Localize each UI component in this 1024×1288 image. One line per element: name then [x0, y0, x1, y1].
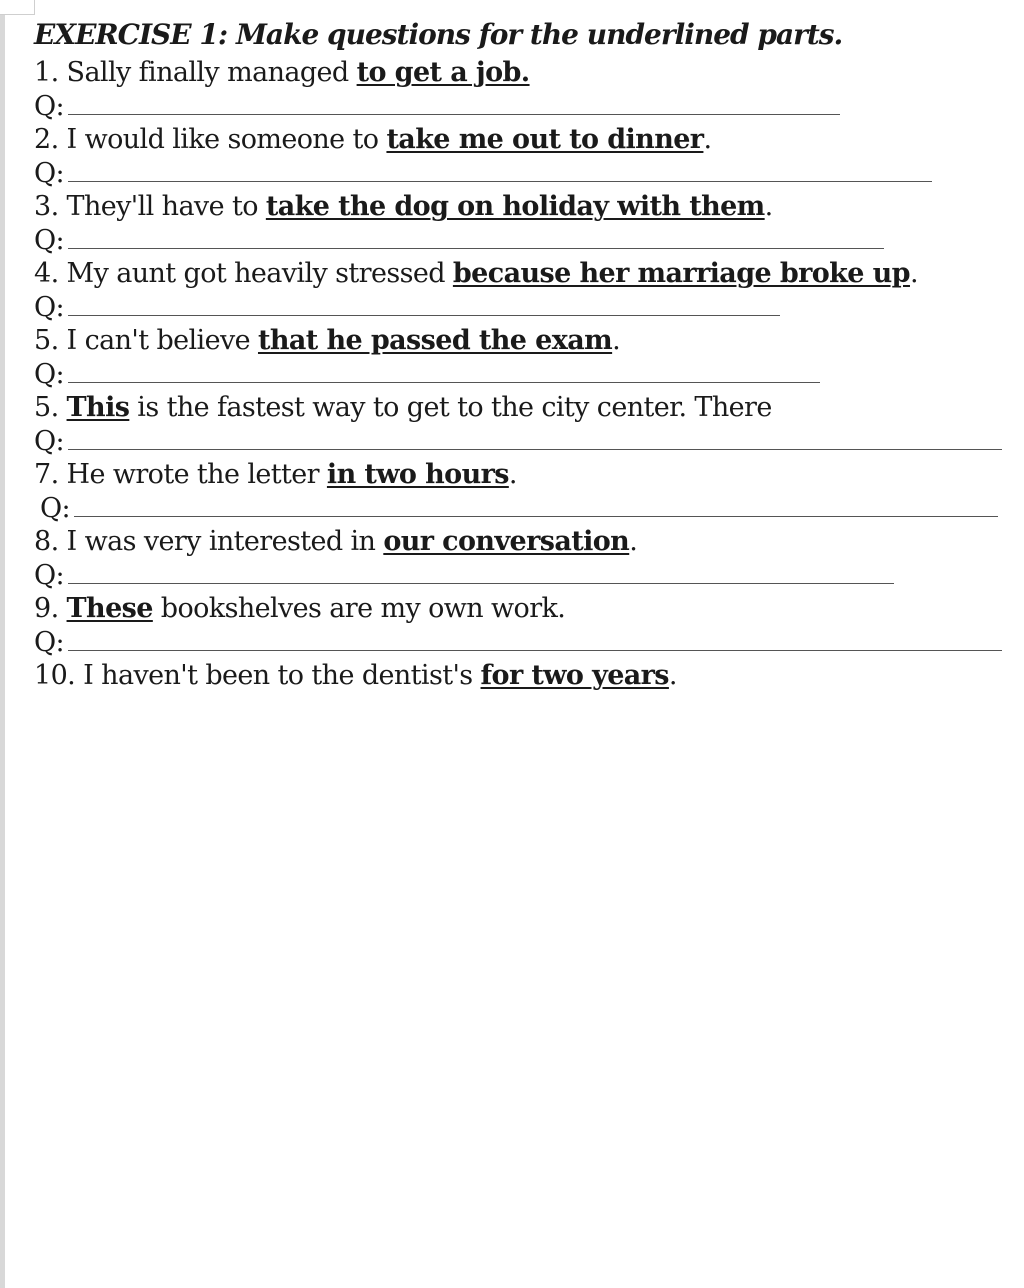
answer-blank-3[interactable]	[68, 226, 884, 249]
sentence-2: 2. I would like someone to take me out to dinner.	[34, 124, 712, 155]
sentence-8: 8. I was very interested in our conversation.	[34, 526, 638, 557]
answer-blank-8[interactable]	[68, 561, 894, 584]
answer-line-6	[34, 425, 1014, 459]
worksheet	[34, 14, 1014, 693]
sentence-5: 5. I can't believe that he passed the exam.	[34, 325, 621, 356]
q-label: Q:	[34, 626, 65, 658]
answer-line-2	[34, 157, 1014, 191]
answer-blank-1[interactable]	[68, 92, 840, 115]
q-label: Q:	[34, 224, 65, 256]
answer-line-1	[34, 90, 1014, 124]
underlined-part: our conversation	[383, 526, 630, 557]
sentence-3: 3. They'll have to take the dog on holiday with them.	[34, 191, 773, 222]
exercise-title: EXERCISE 1: Make questions for the underlined parts.	[34, 18, 843, 51]
answer-line-5	[34, 358, 1014, 392]
underlined-part: take the dog on holiday with them	[265, 191, 765, 222]
sentence-1: 1. Sally finally managed to get a job.	[34, 57, 530, 88]
answer-blank-5[interactable]	[68, 360, 820, 383]
page-left-edge	[0, 0, 5, 1288]
answer-line-8	[34, 559, 1014, 593]
q-label: Q:	[40, 492, 71, 524]
answer-blank-7[interactable]	[74, 494, 998, 517]
q-label: Q:	[34, 425, 65, 457]
q-label: Q:	[34, 291, 65, 323]
page-corner-marker	[0, 0, 35, 15]
answer-line-7	[34, 492, 1014, 526]
sentence-10: 10. I haven't been to the dentist's for two years.	[34, 660, 677, 691]
underlined-part: These	[66, 593, 153, 624]
answer-blank-6[interactable]	[68, 427, 1002, 450]
underlined-part: to get a job.	[356, 57, 530, 88]
underlined-part: take me out to dinner	[386, 124, 704, 155]
answer-blank-9[interactable]	[68, 628, 1002, 651]
underlined-part: because her marriage broke up	[452, 258, 910, 289]
q-label: Q:	[34, 358, 65, 390]
underlined-part: for two years	[480, 660, 669, 691]
q-label: Q:	[34, 157, 65, 189]
answer-line-4	[34, 291, 1014, 325]
underlined-part: that he passed the exam	[257, 325, 613, 356]
sentence-6: 5. This is the fastest way to get to the city center. There	[34, 392, 772, 423]
underlined-part: in two hours	[326, 459, 509, 490]
q-label: Q:	[34, 559, 65, 591]
answer-blank-4[interactable]	[68, 293, 780, 316]
sentence-7: 7. He wrote the letter in two hours.	[34, 459, 517, 490]
sentence-9: 9. These bookshelves are my own work.	[34, 593, 566, 624]
answer-line-3	[34, 224, 1014, 258]
answer-line-9	[34, 626, 1014, 660]
q-label: Q:	[34, 90, 65, 122]
answer-blank-2[interactable]	[68, 159, 932, 182]
sentence-4: 4. My aunt got heavily stressed because her marriage broke up.	[34, 258, 918, 289]
underlined-part: This	[66, 392, 130, 423]
